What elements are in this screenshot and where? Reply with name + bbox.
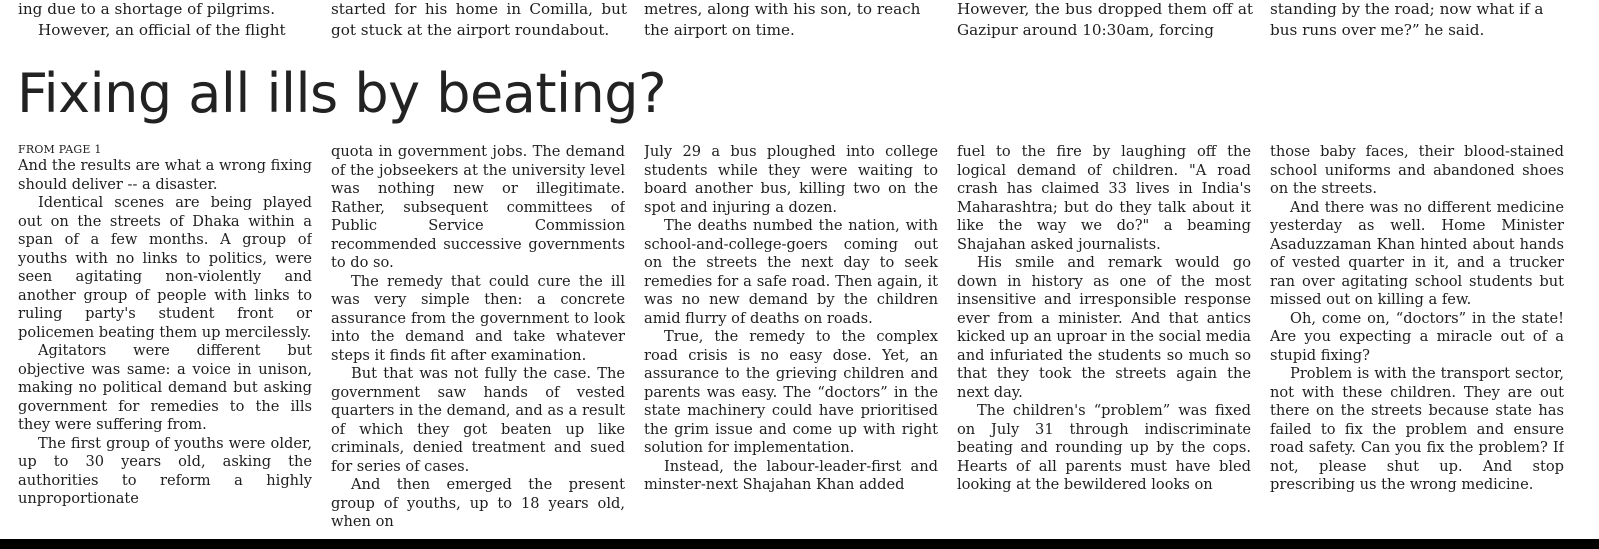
article-column	[1270, 143, 1564, 536]
article-headline: Fixing all ills by beating?	[17, 62, 667, 125]
paragraph: His smile and remark would go down in history as one of the most insensitive and irresponsible response ever from a minister. And that antics kicked up an uproar in the social media and infuriated the students so much so that they took the streets again the next day.	[957, 254, 1251, 401]
article-column	[644, 143, 938, 536]
bottom-border	[0, 539, 1599, 549]
article-column	[331, 143, 625, 536]
paragraph: And then emerged the present group of youths, up to 18 years old, when on	[331, 476, 625, 530]
paragraph: those baby faces, their blood-stained school uniforms and abandoned shoes on the streets.	[1270, 143, 1564, 197]
previous-article-column	[644, 0, 940, 45]
paragraph: The children's “problem” was fixed on July 31 through indiscriminate beating and rounding up by the cops. Hearts of all parents must have bled looking at the bewildered looks on	[957, 402, 1251, 493]
paragraph: Identical scenes are being played out on the streets of Dhaka within a span of a few months. A group of youths with no links to politics, were seen agitating non-violently and another group of people with links to ruling party's student front or policemen beating them up mercilessly.	[18, 194, 312, 341]
paragraph: True, the remedy to the complex road crisis is no easy dose. Yet, an assurance to the grieving children and parents was easy. The “doctors” in the state machinery could have prioritised the grim issue and come up with right solution for implementation.	[644, 328, 938, 456]
previous-article-column	[1270, 0, 1566, 45]
article-body	[18, 143, 1588, 536]
article-column	[18, 143, 312, 536]
paragraph: But that was not fully the case. The government saw hands of vested quarters in the demand, and as a result of which they got beaten up like criminals, denied treatment and sued for series of cases.	[331, 365, 625, 475]
paragraph: quota in government jobs. The demand of the jobseekers at the university level was nothing new or illegitimate. Rather, subsequent committees of Public Service Commission recommended successive governments to do so.	[331, 143, 625, 271]
paragraph: And there was no different medicine yesterday as well. Home Minister Asaduzzaman Khan hinted about hands of vested quarter in it, and a trucker ran over agitating school students but missed out on killing a few.	[1270, 198, 1564, 308]
previous-article-column	[957, 0, 1253, 45]
paragraph: July 29 a bus ploughed into college students while they were waiting to board another bus, killing two on the spot and injuring a dozen.	[644, 143, 938, 216]
paragraph: Agitators were different but objective was same: a voice in unison, making no political demand but asking government for remedies to the ills they were suffering from.	[18, 342, 312, 433]
paragraph: The first group of youths were older, up to 30 years old, asking the authorities to reform a highly unproportionate	[18, 434, 312, 507]
paragraph: Problem is with the transport sector, not with these children. They are out there on the streets because state has failed to fix the problem and ensure road safety. Can you fix the problem? If not, please shut up. And stop prescribing us the wrong medicine.	[1270, 365, 1564, 493]
paragraph: standing by the road; now what if a bus runs over me?” he said.	[1270, 0, 1544, 39]
paragraph: Instead, the labour-leader-first and minster-next Shajahan Khan added	[644, 457, 938, 493]
article-column	[957, 143, 1251, 536]
paragraph: metres, along with his son, to reach the airport on time.	[644, 0, 921, 39]
previous-article-column	[18, 0, 314, 45]
paragraph: However, the bus dropped them off at Gazipur around 10:30am, forcing	[957, 0, 1253, 39]
previous-article-column	[331, 0, 627, 45]
paragraph: started for his home in Comilla, but got stuck at the airport roundabout.	[331, 0, 627, 39]
paragraph: ing due to a shortage of pilgrims.	[18, 0, 276, 18]
paragraph: And the results are what a wrong fixing should deliver -- a disaster.	[18, 157, 312, 193]
paragraph: Oh, come on, “doctors” in the state! Are you expecting a miracle out of a stupid fixing?	[1270, 309, 1564, 364]
previous-article-continuation	[0, 0, 1599, 46]
paragraph: The deaths numbed the nation, with school-and-college-goers coming out on the streets the next day to seek remedies for a safe road. Then again, it was no new demand by the children amid flurry of deaths on roads.	[644, 217, 938, 327]
paragraph: fuel to the fire by laughing off the logical demand of children. "A road crash has claimed 33 lives in India's Maharashtra; but do they talk about it like the way we do?" a beaming Shajahan asked journalists.	[957, 143, 1251, 253]
paragraph: The remedy that could cure the ill was very simple then: a concrete assurance from the government to look into the demand and take whatever steps it finds fit after examination.	[331, 272, 625, 364]
jump-line: FROM PAGE 1	[18, 143, 102, 156]
paragraph: However, an official of the flight	[38, 21, 286, 39]
